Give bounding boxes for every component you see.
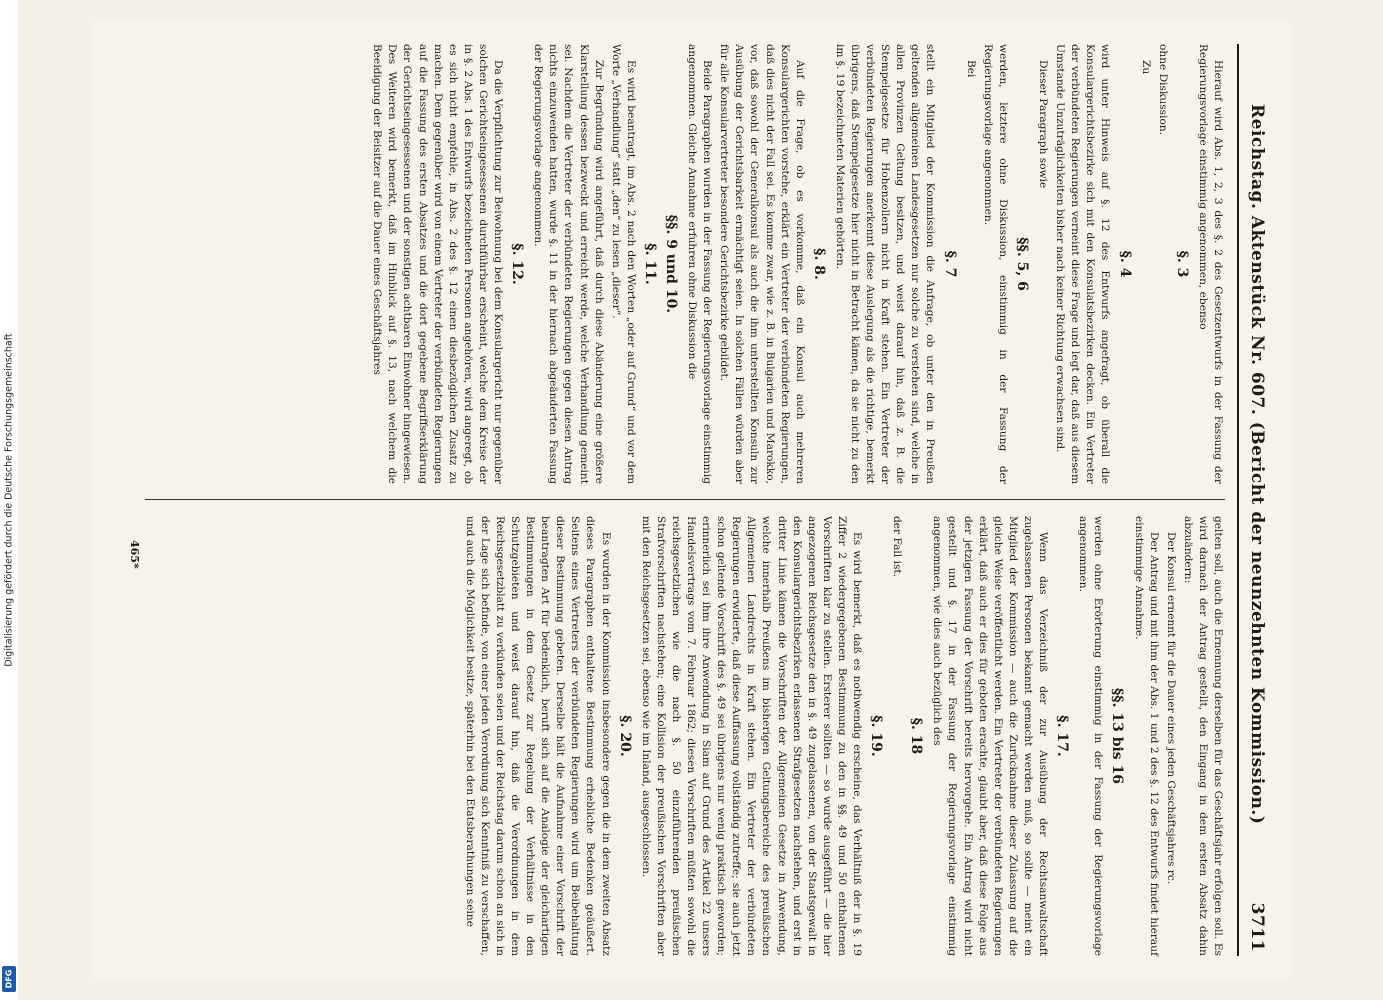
section-heading: §. 12.	[509, 243, 526, 285]
left-column	[367, 44, 1225, 484]
section-heading: §§. 5, 6	[1013, 237, 1030, 291]
page-header	[1237, 44, 1273, 956]
paragraph: Zu	[1139, 60, 1152, 75]
section-heading: §. 20.	[616, 715, 633, 757]
section-heading: §§. 9 und 10.	[663, 214, 679, 314]
column-divider	[145, 499, 1225, 500]
paragraph: werden, letztere ohne Diskussion, einstimmig in der Fassung der Regierungsvorlage angenommen.	[981, 44, 1009, 484]
paragraph: Auf die Frage, ob es vorkomme, daß ein Konsul auch mehreren Konsulargerichten vorstehe, erklärt ein Vertreter der verbündeten Regierungen, daß dies nicht der Fall sei. Es komme zwar, wie z. B. in Bulgarien und Marokko, vor, daß sowohl der Generalkonsul als auch die ihm unterstellten Konsuln zur Ausübung der Gerichtsbarkeit ermächtigt seien. In solchen Fällen würden aber für alle Konsularvertreter besondere Gerichtsbezirke gebildet.	[718, 44, 806, 484]
sheet-signature: 465*	[128, 540, 141, 569]
paragraph: Der Konsul ernennt für die Dauer eines jeden Geschäftsjahres rc.	[1164, 532, 1177, 885]
funding-notice: Digitalisierung gefördert durch die Deutsche Forschungsgemeinschaft	[3, 333, 15, 667]
newspaper-sheet	[91, 20, 1291, 980]
paragraph: Wenn das Verzeichniß der zur Ausübung der Rechtsanwaltschaft zugelassenen Personen bekannt gemacht werden muß, so sollte — meint ein Mitglied der Kommission — auch die Zurücknahme dieser Zulassung auf die gleiche Weise veröffentlicht werden. Ein Vertreter der verbündeten Regierungen erklärt, daß auch er dies für geboten erachte, glaubt aber, daß diese Folge aus der jetzigen Fassung der Vorschrift bereits hervorgehe. Ein Antrag wird nicht gestellt und §. 17 in der Fassung der Regierungsvorlage einstimmig angenommen, wie dies auch bezüglich des	[931, 516, 1050, 956]
section-heading: §. 19.	[868, 715, 885, 757]
section-heading: §. 8.	[810, 248, 827, 280]
page-number: 3711	[1247, 902, 1267, 952]
paragraph: ohne Diskussion.	[1156, 44, 1169, 136]
section-heading: §. 3	[1173, 250, 1190, 278]
paragraph: Der Antrag und mit ihm der Abs. 1 und 2 des §. 12 des Entwurfs findet hierauf einstimmige Annahme.	[1132, 516, 1160, 956]
paragraph: Zur Begründung wird angeführt, daß durch diese Abänderung eine größere Klarstellung dessen bezweckt und erreicht werde, welche Verhandlung gemeint sei. Nachdem die Vertreter der verbündeten Regierungen gegen diesen Antrag nichts einzuwenden hatten, wurde §. 11 in der hiernach abgeänderten Fassung der Regierungsvorlage angenommen.	[532, 44, 605, 484]
paragraph: Hierauf wird Abs. 1, 2, 3 des §. 2 des Gesetzentwurfs in der Fassung der Regierungsvorlage einstimmig angenommen, ebenso	[1196, 44, 1224, 484]
paragraph: stellt ein Mitglied der Kommission die Anfrage, ob unter den in Preußen geltenden allgemeinen Landesgesetzen nur solche zu verstehen sind, welche in allen Provinzen Geltung besitzen, und weist darauf hin, daß z. B. die Stempelgesetze für Hohenzollern nicht in Kraft stehen. Ein Vertreter der verbündeten Regierungen anerkennt diese Auslegung als die richtige, bemerkt übrigens, daß Stempelgesetze hier nicht in Betracht kämen, da sie nicht zu den im §. 19 bezeichneten Materien gehörten.	[833, 44, 937, 484]
paragraph: wird unter Hinweis auf §. 12 des Entwurfs angefragt, ob überall die Konsulargerichtsbezirke sich mit den Konsulatsbezirken decken. Ein Vertreter der verbündeten Regierungen verneint diese Frage und legt dar, daß aus diesem Umstande Unzuträglichkeiten bisher nach keiner Richtung erwachsen sind.	[1054, 44, 1112, 484]
section-heading: §. 4	[1116, 250, 1133, 278]
paragraph: Dieser Paragraph sowie	[1037, 60, 1050, 189]
section-heading: §. 18	[908, 717, 925, 755]
paragraph: Bei	[964, 60, 977, 78]
section-heading: §§. 13 bis 16	[1109, 687, 1126, 785]
paragraph: der Fall ist.	[891, 516, 904, 578]
dfg-logo	[2, 966, 16, 992]
paragraph: gelten soll, auch die Ernennung derselben für das Geschäftsjahr erfolgen soll. Es wird darnach der Antrag gestellt, den Eingang in dem ersten Absatz dahin abzuändern:	[1181, 516, 1224, 956]
section-heading: §. 17.	[1054, 715, 1071, 757]
dfg-logo-text: DFG	[4, 969, 14, 989]
section-heading: §. 11.	[641, 243, 658, 285]
page-title: Reichstag. Aktenstück Nr. 607. (Bericht der neunzehnten Kommission.)	[1247, 104, 1267, 825]
section-heading: §. 7	[941, 250, 958, 278]
digitization-sidebar	[0, 0, 18, 1000]
paragraph: Es wird bemerkt, daß es nothwendig erscheine, das Verhältniß der in §. 19 Ziffer 2 wiedergegebenen Bestimmung zu den in §§. 49 und 50 enthaltenen Vorschriften klar zu stellen. Ersterer sollten — so wurde ausgeführt — die hier angezogenen Reichsgesetze den in §. 49 zugelassenen, von der Staatsgewalt in den Konsulargerichtsbezirken erlassenen Strafgesetzen nachstehen, und erst in dritter Linie kämen die Vorschriften der Allgemeinen Gesetze in Anwendung, welche innerhalb Preußens im bisherigen Geltungsbereiche des preußischen Allgemeinen Landrechts in Kraft stehen. Ein Vertreter der verbündeten Regierungen erwiderte, daß diese Auffassung vollständig zutreffe; sie auch jetzt schon geltende Vorschrift des §. 49 sei übrigens nur wenig praktisch geworden; erinnerlich sei ihm ihre Anwendung in Siam auf Grund des Artikel 22 unsers Handelsvertrags vom 7. Februar 1862; diesen Vorschriften müßten sowohl die reichsgesetzlichen wie die nach §. 50 einzuführenden preußischen Strafvorschriften nachstehen; eine Kollision der preußischen Vorschriften aber mit den Reichsgesetzen sei, ebenso wie im Inland, ausgeschlossen.	[639, 516, 864, 956]
paragraph: Da die Verpflichtung zur Beiwohnung bei dem Konsulargericht nur gegenüber solchen Gerichtseingesessenen durchführbar erscheint, welche dem Kreise der in §. 2 Abs. 1 des Entwurfs bezeichneten Personen angehören, wird angeregt, ob es sich nicht empfehle, in Abs. 2 des §. 12 einen diesbezüglichen Zusatz zu machen. Dem gegenüber wird von einem Vertreter der verbündeten Regierungen auf die Fassung des ersten Absatzes und die dort gegebene Begriffserklärung der Gerichtseingesessenen und der sonstigen achtbaren Einwohner hingewiesen. Des Weiteren wird bemerkt, daß im Hinblick auf §. 13, nach welchem die Beeidigung der Beisitzer auf die Dauer eines Geschäftsjahres	[371, 44, 505, 484]
paragraph: werden ohne Erörterung einstimmig in der Fassung der Regierungsvorlage angenommen.	[1077, 516, 1105, 956]
paragraph: Es wird beantragt, im Abs. 2 nach den Worten „oder auf Grund“ und vor dem Worte „Verhandlung“ statt „den“ zu lesen „dieser“.	[609, 44, 637, 484]
paragraph: Es wurden in der Kommission insbesondere gegen die in dem zweiten Absatz dieses Paragraphen enthaltene Bestimmung erhebliche Bedenken geäußert. Seitens eines Vertreters der verbündeten Regierungen wird um Beibehaltung dieser Bestimmung gebeten. Derselbe hält die Aufnahme einer Vorschrift der beantragten Art für bedenklich, beruft sich auf die Analogie der gleichartigen Bestimmungen in dem Gesetz zur Regelung der Verhältnisse in den Schutzgebieten und weist darauf hin, daß die Verordnungen in dem Reichsgesetzblatt zu verkünden seien und der Reichstag darum schon an sich in der Lage sich befinde, von einer jeden Verordnung sich Kenntniß zu verschaffen, und auch die Möglichkeit besitze, späterhin bei den Etatsberathungen seine	[463, 516, 612, 956]
paragraph: Beide Paragraphen wurden in der Fassung der Regierungsvorlage einstimmig angenommen. Gleiche Annahme erfuhren ohne Diskussion die	[686, 44, 714, 484]
right-column	[460, 516, 1225, 956]
